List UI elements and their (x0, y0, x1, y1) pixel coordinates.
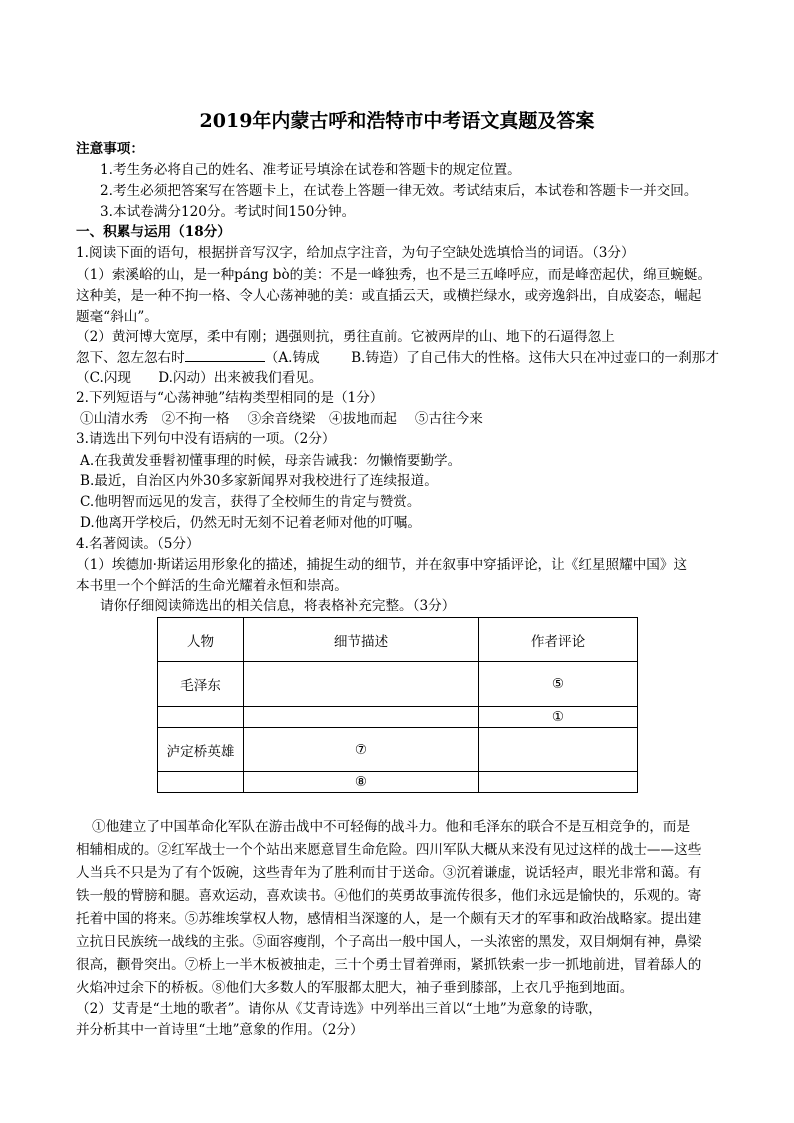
option: B.最近，自治区内外30多家新闻界对我校进行了连续报道。 (80, 473, 438, 489)
table-header: 细节描述 (244, 618, 479, 662)
table-header: 作者评论 (479, 618, 638, 662)
section-heading: 一、积累与运用（18分） (76, 224, 231, 240)
question-text-part: 忽下、忽左忽右时 (76, 350, 185, 366)
question-text: 这种美，是一种不拘一格、令人心荡神驰的美：或直插云天，或横拦绿水，或旁逸斜出，自成姿态，崛起 (76, 288, 702, 304)
option: D.他离开学校后，仍然无时无刻不记着老师对他的叮嘱。 (80, 515, 421, 531)
answer-blank[interactable] (185, 348, 265, 362)
question-text: （2）黄河博大宽厚，柔中有刚；遇强则抗，勇往直前。它被两岸的山、地下的石逼得忽上 (76, 329, 615, 345)
table-cell (158, 772, 244, 793)
question-text: （C.闪现 D.闪动）出来被我们看见。 (76, 370, 323, 386)
table-cell: 泸定桥英雄 (158, 728, 244, 772)
notice-item: 2.考生必须把答案写在答题卡上，在试卷上答题一律无效。考试结束后，本试卷和答题卡一并交回。 (100, 183, 698, 199)
question-text: （1）埃德加·斯诺运用形象化的描述，捕捉生动的细节，并在叙事中穿插评论，让《红星照耀中国》这 (76, 557, 688, 573)
table-cell (244, 707, 479, 728)
question-text: （1）索溪峪的山，是一种páng bò的美：不是一峰独秀，也不是三五峰呼应，而是峰峦起伏，绵亘蜿蜒。 (76, 267, 712, 283)
table-cell: ⑦ (244, 728, 479, 772)
table-cell: ⑧ (244, 772, 479, 793)
question-options: ①山清水秀 ②不拘一格 ③余音绕梁 ④拔地而起 ⑤古往今来 (80, 411, 483, 427)
table-header: 人物 (158, 618, 244, 662)
passage-line: 很高，颧骨突出。⑦桥上一半木板被抽走，三十个勇士冒着弹雨，紧抓铁索一步一抓地前进，冒着舔人的 (76, 957, 702, 973)
question-stem: 4.名著阅读。（5分） (76, 536, 200, 552)
info-table (157, 617, 638, 793)
table-cell (244, 662, 479, 707)
passage-line: ①他建立了中国革命化军队在游击战中不可轻侮的战斗力。他和毛泽东的联合不是互相竞争的，而是 (92, 819, 691, 835)
question-text: 题毫“斜山”。 (76, 309, 158, 325)
table-row (158, 707, 638, 728)
table-cell (479, 728, 638, 772)
passage-line: 托着中国的将来。⑤苏维埃掌权人物，感情相当深邃的人，是一个颇有天才的军事和政治战略家。提出建 (76, 911, 702, 927)
option: C.他明智而远见的发言，获得了全校师生的肯定与赞赏。 (80, 494, 421, 510)
question-stem: 2.下列短语与“心荡神驰”结构类型相同的是（1分） (76, 390, 384, 406)
table-cell (158, 707, 244, 728)
passage-line: 相辅相成的。②红军战士一个个站出来愿意冒生命危险。四川军队大概从来没有见过这样的战士——这些 (76, 842, 702, 858)
table-cell (479, 772, 638, 793)
table-cell: 毛泽东 (158, 662, 244, 707)
passage-line: 铁一般的臂膀和腿。喜欢运动，喜欢读书。④他们的英勇故事流传很多，他们永远是愉快的，乐观的。寄 (76, 888, 702, 904)
table-row (158, 728, 638, 772)
table-row (158, 772, 638, 793)
notice-item: 1.考生务必将自己的姓名、准考证号填涂在试卷和答题卡的规定位置。 (100, 162, 521, 178)
table-cell: ① (479, 707, 638, 728)
option: A.在我黄发垂髫初懂事理的时候，母亲告诫我：勿懒惰要勤学。 (80, 453, 462, 469)
passage-line: 火焰冲过余下的桥板。⑧他们大多数人的军服都太肥大，袖子垂到膝部，上衣几乎拖到地面。 (76, 980, 634, 996)
table-cell: ⑤ (479, 662, 638, 707)
table-row (158, 662, 638, 707)
passage-line: 人当兵不只是为了有个饭碗，这些青年为了胜利而甘于送命。③沉着谦虚，说话轻声，眼光非常和蔼。有 (76, 865, 702, 881)
question-text-part: （A.铸成 B.铸造）了自己伟大的性格。这伟大只在冲过壶口的一刹那才 (264, 350, 719, 366)
question-text: 并分析其中一首诗里“土地”意象的作用。（2分） (76, 1022, 364, 1038)
instruction: 请你仔细阅读筛选出的相关信息，将表格补充完整。（3分） (100, 598, 456, 614)
question-text: （2）艾青是“土地的歌者”。请你从《艾青诗选》中列举出三首以“土地”为意象的诗歌， (76, 1001, 602, 1017)
notice-heading: 注意事项： (76, 141, 144, 157)
question-text: 本书里一个个鲜活的生命光耀着永恒和崇高。 (76, 578, 348, 594)
page-title: 2019年内蒙古呼和浩特市中考语文真题及答案 (199, 110, 595, 132)
question-text (76, 348, 719, 367)
question-stem: 3.请选出下列句中没有语病的一项。（2分） (76, 431, 336, 447)
notice-item: 3.本试卷满分120分。考试时间150分钟。 (100, 204, 356, 220)
passage-line: 立抗日民族统一战线的主张。⑤面容瘦削，个子高出一般中国人，一头浓密的黑发，双目炯炯有神，鼻梁 (76, 934, 702, 950)
question-stem: 1.阅读下面的语句，根据拼音写汉字，给加点字注音，为句子空缺处选填恰当的词语。（3分） (76, 245, 635, 261)
